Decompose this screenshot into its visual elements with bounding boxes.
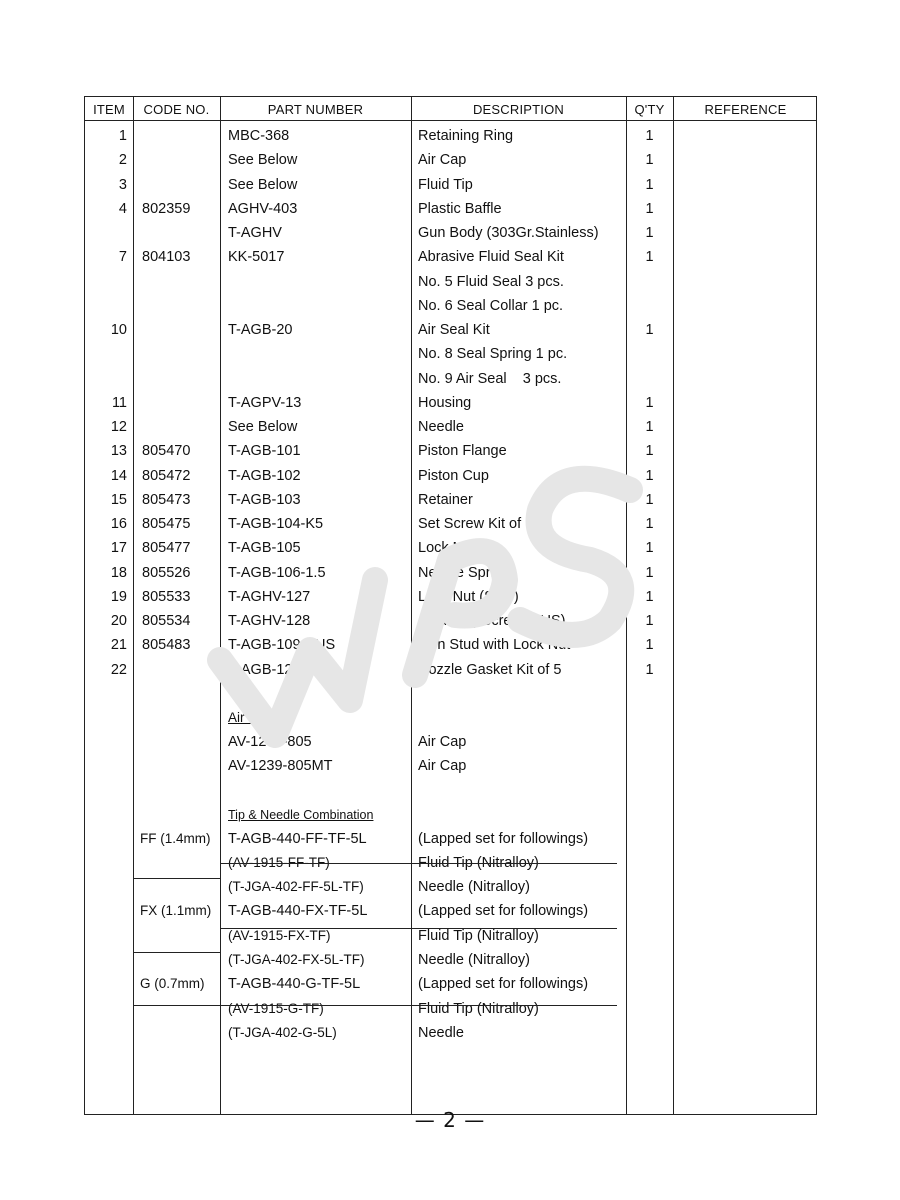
part-number: T-AGB-105 [228,540,301,557]
part-number: T-AGHV-127 [228,588,311,605]
description: Fluid Tip (Nitralloy) [418,855,539,871]
quantity: 1 [645,613,654,629]
quantity: 1 [645,637,654,654]
table-row [85,561,816,585]
item-number: 18 [110,564,127,581]
group-separator-line [220,1005,617,1006]
table-row [85,609,816,633]
table-row [85,439,816,463]
description: Fluid Tip [418,176,473,193]
group-separator-line [220,863,617,864]
description: Air Cap [418,758,467,774]
table-row [85,415,816,439]
code-number: 805533 [142,588,191,605]
part-number: T-AGHV-128 [228,613,311,629]
item-number: 10 [110,322,127,338]
header-item: ITEM [93,102,125,117]
table-row [85,899,816,923]
part-number: See Below [228,152,298,169]
quantity: 1 [645,540,654,557]
table-row [85,730,816,754]
code-number: 805470 [142,443,191,460]
description: Adjusting Screw (SUS) [418,613,566,629]
quantity: 1 [645,491,654,508]
description: Gun Body (303Gr.Stainless) [418,225,599,241]
part-number: T-AGB-20 [228,322,293,338]
item-number: 20 [110,613,127,629]
part-number: T-AGB-440-FF-TF-5L [228,831,367,847]
part-number: KK-5017 [228,249,285,266]
table-row [85,464,816,488]
quantity: 1 [645,516,654,532]
part-number: T-AGB-101 [228,443,301,460]
combo-heading: Tip & Needle Combination [228,808,374,822]
table-row [85,173,816,197]
description: Abrasive Fluid Seal Kit [418,249,564,266]
quantity: 1 [645,588,654,605]
description: Retaining Ring [418,128,514,144]
part-number: AV-1239-805 [228,734,312,750]
code-number: 805473 [142,491,191,508]
description: Gun Stud with Lock Nut [418,637,571,654]
description: Retainer [418,491,473,508]
description: No. 8 Seal Spring 1 pc. [418,346,568,363]
tip-size-code: FX (1.1mm) [140,903,212,918]
code-number: 802359 [142,200,191,217]
part-number: AV-1239-805MT [228,758,333,774]
description: Needle Spring [418,564,510,581]
quantity: 1 [645,200,654,217]
header-description: DESCRIPTION [472,102,565,117]
description: No. 9 Air Seal 3 pcs. [418,370,562,387]
item-number: 14 [110,467,127,484]
aircap-heading-row [85,706,816,730]
part-number: T-AGB-440-G-TF-5L [228,976,361,992]
part-number: (T-JGA-402-FF-5L-TF) [228,879,364,894]
quantity [626,367,673,391]
code-number: 805475 [142,516,191,532]
page-number: — 2 — [414,1108,486,1132]
group-separator-line [133,952,220,953]
part-number: See Below [228,419,298,435]
table-row [85,754,816,778]
table-row [85,512,816,536]
item-number: 2 [118,152,127,169]
table-row [85,342,816,366]
part-number: (AV-1915-G-TF) [228,1001,324,1016]
quantity: 1 [645,467,654,484]
part-number: T-AGHV [228,225,282,241]
item-number: 12 [110,419,127,435]
description: Piston Flange [418,443,507,460]
table-row [85,124,816,148]
table-row [85,658,816,682]
part-number: (AV-1915-FX-TF) [228,928,331,943]
description: (Lapped set for followings) [418,976,589,992]
item-number [85,221,127,245]
item-number [85,294,127,318]
description: Set Screw Kit of (5) [418,516,543,532]
quantity: 1 [645,128,654,144]
item-number: 11 [111,394,127,411]
part-number: (T-JGA-402-FX-5L-TF) [228,952,365,967]
description: Housing [418,394,472,411]
aircap-heading: Air Cap [228,710,274,725]
quantity [626,270,673,294]
table-row [85,318,816,342]
parts-list-table [84,96,817,1115]
description: Lock Nut [418,540,476,557]
description: Piston Cup [418,467,489,484]
table-row [85,972,816,996]
item-number: 22 [110,661,127,678]
quantity: 1 [645,322,654,338]
part-number: T-AGPV-13 [228,394,302,411]
quantity: 1 [645,152,654,169]
part-number: T-AGB-102 [228,467,301,484]
table-row [85,367,816,391]
part-number: AGHV-403 [228,200,298,217]
description: Needle (Nitralloy) [418,879,531,895]
description: Fluid Tip (Nitralloy) [418,1001,539,1017]
item-number: 4 [118,200,127,217]
table-row [85,585,816,609]
quantity: 1 [645,249,654,266]
table-row [85,827,816,851]
item-number [85,367,127,391]
part-number: T-AGB-104-K5 [228,516,324,532]
description: Air Cap [418,152,467,169]
quantity: 1 [645,394,654,411]
table-row [85,221,816,245]
item-number [85,342,127,366]
description: Needle (Nitralloy) [418,952,531,968]
description: Fluid Tip (Nitralloy) [418,928,539,944]
description: Needle [418,1025,464,1041]
table-row [85,391,816,415]
group-separator-line [220,928,617,929]
quantity: 1 [645,564,654,581]
code-number: 805534 [142,613,191,629]
group-separator-line [133,1005,220,1006]
table-row [85,488,816,512]
table-row [85,997,816,1021]
tip-size-code: FF (1.4mm) [140,831,211,846]
code-number: 804103 [142,249,191,266]
item-number: 13 [110,443,127,460]
code-number: 805483 [142,637,191,654]
table-row [85,633,816,657]
item-number: 3 [118,176,127,193]
description: Air Cap [418,734,467,750]
description: Air Seal Kit [418,322,490,338]
part-number: (AV-1915-FF-TF) [228,855,330,870]
table-row [85,270,816,294]
table-row [85,197,816,221]
quantity: 1 [645,176,654,193]
combo-heading-row [85,803,816,827]
item-number: 15 [110,491,127,508]
item-number [85,270,127,294]
header-part-number: PART NUMBER [267,102,364,117]
description: (Lapped set for followings) [418,831,589,847]
item-number: 1 [118,128,127,144]
part-number: T-AGB-120-K5 [228,661,324,678]
code-number: 805477 [142,540,191,557]
quantity [626,294,673,318]
part-number: See Below [228,176,298,193]
item-number: 16 [110,516,127,532]
group-separator-line [133,878,220,879]
part-number: T-AGB-109-SUS [228,637,336,654]
table-row [85,148,816,172]
quantity [626,342,673,366]
tip-size-code: G (0.7mm) [140,976,205,991]
header-quantity: Q'TY [634,102,665,117]
item-number: 19 [110,588,127,605]
part-number: MBC-368 [228,128,290,144]
item-number: 21 [110,637,127,654]
table-row [85,536,816,560]
description: Plastic Baffle [418,200,502,217]
quantity: 1 [645,225,654,241]
item-number: 17 [110,540,127,557]
description: Needle [418,419,464,435]
description: Lock Nut (SUS) [418,588,519,605]
part-number: T-AGB-440-FX-TF-5L [228,903,368,919]
table-row [85,1021,816,1045]
part-number: T-AGB-106-1.5 [228,564,326,581]
quantity: 1 [645,419,654,435]
code-number: 805472 [142,467,191,484]
part-number: (T-JGA-402-G-5L) [228,1025,337,1040]
description: (Lapped set for followings) [418,903,589,919]
quantity: 1 [645,443,654,460]
part-number: T-AGB-103 [228,491,301,508]
description: No. 5 Fluid Seal 3 pcs. [418,273,564,290]
item-number: 7 [118,249,127,266]
quantity: 1 [645,661,654,678]
description: Nozzle Gasket Kit of 5 [418,661,562,678]
table-row [85,245,816,269]
description: No. 6 Seal Collar 1 pc. [418,297,564,314]
code-number: 805526 [142,564,191,581]
header-reference: REFERENCE [704,102,787,117]
table-row [85,294,816,318]
header-code: CODE NO. [143,102,210,117]
